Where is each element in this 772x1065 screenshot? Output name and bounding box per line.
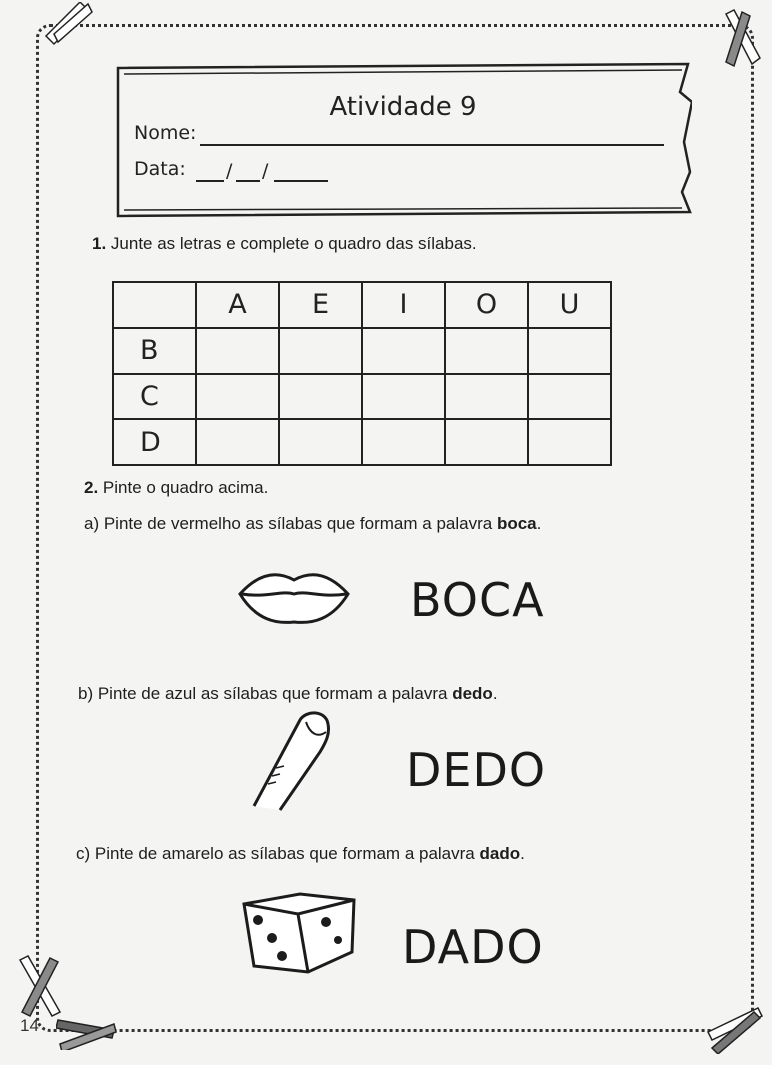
word-label: BOCA: [410, 573, 545, 627]
syllable-cell[interactable]: [279, 374, 362, 420]
vowel-header: E: [279, 282, 362, 328]
syllable-cell[interactable]: [362, 419, 445, 465]
word-label: DADO: [402, 920, 544, 974]
syllable-cell[interactable]: [445, 328, 528, 374]
header-box: [114, 62, 692, 220]
question-2: [84, 478, 268, 498]
syllable-cell[interactable]: [362, 328, 445, 374]
dice-icon: [238, 886, 360, 978]
scroll-border: [114, 62, 692, 220]
instruction-text: c) Pinte de amarelo as sílabas que formam a palavra: [76, 844, 480, 863]
question-2-number: 2.: [84, 478, 99, 497]
instruction-period: .: [520, 844, 525, 863]
syllable-cell[interactable]: [362, 374, 445, 420]
date-label: Data:: [134, 158, 186, 180]
syllable-cell[interactable]: [528, 328, 611, 374]
question-1-number: 1.: [92, 234, 107, 253]
instruction-c: [76, 844, 525, 864]
pencils-icon: [56, 1014, 118, 1050]
vowel-header: A: [196, 282, 279, 328]
question-1-text: Junte as letras e complete o quadro das sílabas.: [110, 234, 477, 253]
instruction-keyword: dedo: [452, 684, 493, 703]
instruction-a: [84, 514, 541, 534]
syllable-cell[interactable]: [528, 374, 611, 420]
lips-icon: [236, 560, 352, 624]
page-number: 14: [20, 1016, 39, 1035]
instruction-keyword: boca: [496, 514, 537, 533]
instruction-keyword: dado: [479, 844, 521, 863]
date-year-field[interactable]: [274, 180, 328, 182]
consonant-header: B: [113, 328, 196, 374]
pencils-icon: [702, 1002, 764, 1054]
instruction-period: .: [536, 514, 542, 533]
vowel-header: I: [362, 282, 445, 328]
activity-title: Atividade 9: [329, 92, 477, 122]
name-field[interactable]: [200, 144, 664, 146]
question-2-text: Pinte o quadro acima.: [102, 478, 269, 497]
finger-icon: [246, 708, 336, 812]
syllable-cell[interactable]: [445, 419, 528, 465]
instruction-b: [78, 684, 498, 704]
vowel-header: O: [445, 282, 528, 328]
syllable-cell[interactable]: [445, 374, 528, 420]
word-label: DEDO: [406, 743, 547, 797]
date-separator: /: [226, 160, 233, 182]
syllable-cell[interactable]: [279, 328, 362, 374]
date-month-field[interactable]: [236, 180, 260, 182]
syllable-cell[interactable]: [196, 328, 279, 374]
name-label: Nome:: [134, 122, 197, 144]
consonant-header: D: [113, 419, 196, 465]
pencils-icon: [16, 954, 66, 1020]
syllable-cell[interactable]: [528, 419, 611, 465]
syllable-cell[interactable]: [196, 374, 279, 420]
syllable-cell[interactable]: [279, 419, 362, 465]
instruction-text: a) Pinte de vermelho as sílabas que formam a palavra: [84, 514, 497, 533]
pencils-icon: [40, 2, 100, 46]
vowel-header: U: [528, 282, 611, 328]
question-1: [92, 234, 477, 254]
consonant-header: C: [113, 374, 196, 420]
date-separator: /: [262, 160, 269, 182]
table-corner-cell: [113, 282, 196, 328]
syllable-table: [112, 281, 612, 466]
pencils-icon: [716, 8, 766, 70]
syllable-cell[interactable]: [196, 419, 279, 465]
date-day-field[interactable]: [196, 180, 224, 182]
instruction-text: b) Pinte de azul as sílabas que formam a palavra: [78, 684, 453, 703]
instruction-period: .: [492, 684, 498, 703]
